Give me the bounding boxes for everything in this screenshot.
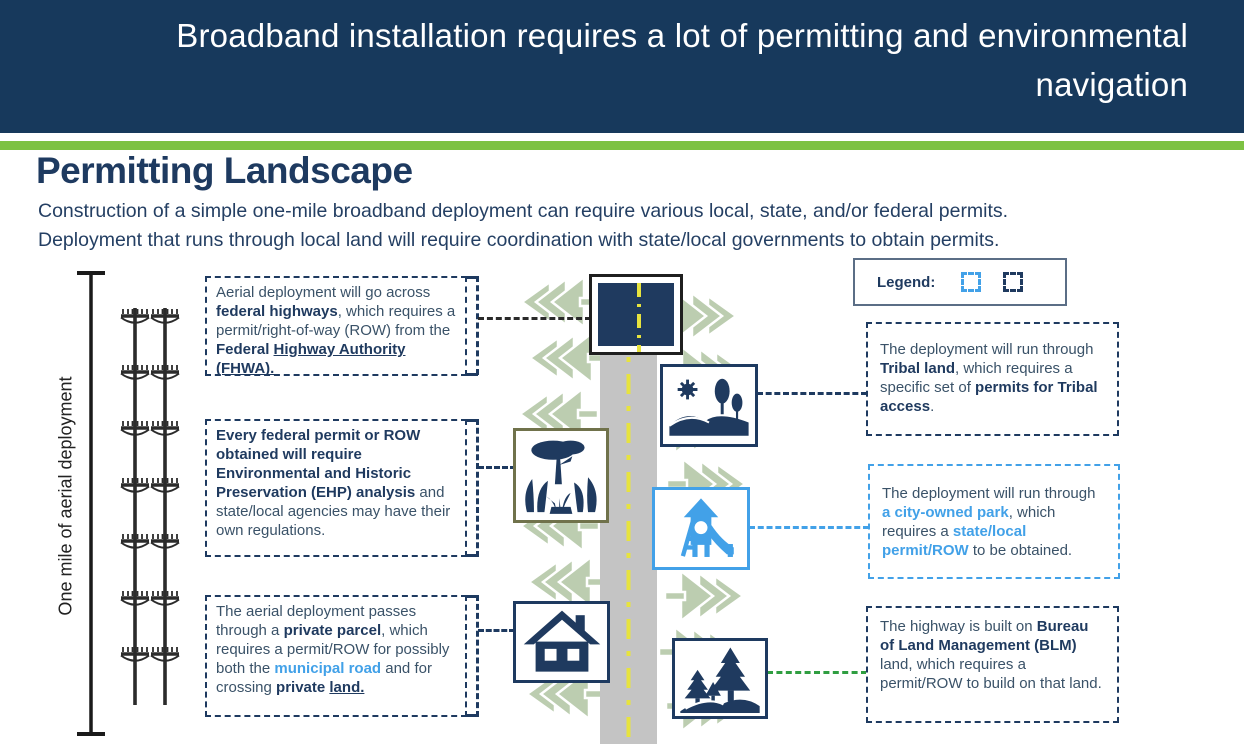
intro-line-2: Deployment that runs through local land will require coordination with state/local governments to obtain permits. — [38, 229, 1000, 251]
private-parcel-house-icon — [513, 601, 610, 683]
green-accent-stripe — [0, 141, 1244, 150]
connector-l2-to-vegetation — [478, 466, 516, 469]
slide-title: Broadband installation requires a lot of permitting and environmental navigation — [176, 17, 1188, 103]
intro-paragraph — [38, 197, 1008, 255]
highway-road-icon — [589, 274, 683, 355]
connector-park-to-r2 — [749, 526, 869, 529]
legend — [853, 258, 1067, 306]
connector-l3-to-house — [478, 629, 515, 632]
connector-forest-to-r3 — [767, 671, 867, 674]
connector-l2-tick-bottom — [466, 554, 478, 557]
callout-blm-land: The highway is built on Bureau of Land Management (BLM) land, which requires a permit/ROW to build on that land. — [866, 606, 1119, 723]
section-heading: Permitting Landscape — [36, 150, 413, 191]
connector-l1-bracket — [476, 276, 479, 375]
callout-private-parcel: The aerial deployment passes through a private parcel, which requires a permit/ROW for possibly both the municipal road and for crossing private land. — [205, 595, 467, 717]
connector-l2-bracket — [476, 419, 479, 557]
utility-poles-icon — [116, 298, 186, 712]
legend-label: Legend: — [877, 273, 936, 291]
connector-l1-tick-bottom — [466, 373, 478, 376]
intro-line-1: Construction of a simple one-mile broadband deployment can require various local, state, and/or federal permits. — [38, 200, 1009, 222]
callout-federal-highways: Aerial deployment will go across federal highways, which requires a permit/right-of-way (ROW) from the Federal Highway Authority (FHWA). — [205, 276, 467, 376]
city-park-playground-icon — [652, 487, 750, 570]
connector-l3-tick-top — [466, 595, 478, 598]
highway-asphalt — [598, 283, 674, 346]
legend-light-blue-dashed-box-icon — [961, 272, 981, 292]
connector-tribal-to-r1 — [757, 392, 867, 395]
callout-city-park: The deployment will run through a city-owned park, which requires a state/local permit/ROW to be obtained. — [868, 464, 1120, 579]
title-banner — [0, 0, 1244, 133]
connector-l3-tick-bottom — [466, 714, 478, 717]
blm-forest-icon — [672, 638, 768, 719]
connector-l2-tick-top — [466, 419, 478, 422]
connector-l3-bracket — [476, 595, 479, 717]
legend-navy-dashed-box-icon — [1003, 272, 1023, 292]
callout-ehp-analysis: Every federal permit or ROW obtained will require Environmental and Historic Preservation (EHP) analysis and state/local agencies may have their own regulations. — [205, 419, 467, 557]
connector-l1-tick-top — [466, 276, 478, 279]
tribal-land-landscape-icon — [660, 364, 758, 447]
callout-tribal-land: The deployment will run through Tribal land, which requires a specific set of permits for Tribal access. — [866, 322, 1119, 436]
connector-l1-to-highway — [478, 317, 591, 320]
ruler-label: One mile of aerial deployment — [55, 376, 76, 616]
environmental-vegetation-icon — [513, 428, 609, 523]
